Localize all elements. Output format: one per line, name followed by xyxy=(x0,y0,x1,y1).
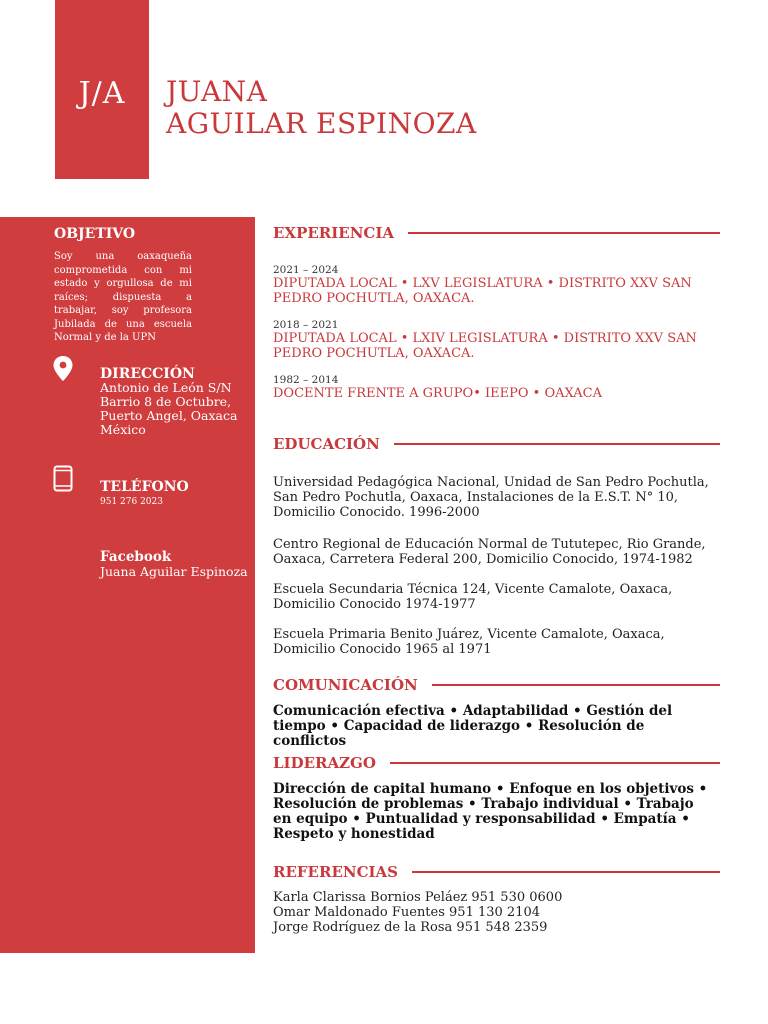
experience-role: DIPUTADA LOCAL • LXV LEGISLATURA • DISTRITO XXV SAN PEDRO POCHUTLA, OAXACA. xyxy=(273,276,692,306)
facebook-title: Facebook xyxy=(100,549,172,565)
section-divider xyxy=(394,443,720,445)
references-title: REFERENCIAS xyxy=(273,863,399,881)
facebook-name: Juana Aguilar Espinoza xyxy=(100,564,248,579)
experience-role: DIPUTADA LOCAL • LXIV LEGISLATURA • DISTRITO XXV SAN PEDRO POCHUTLA, OAXACA. xyxy=(273,331,697,361)
education-title: EDUCACIÓN xyxy=(273,435,380,453)
phone-title: TELÉFONO xyxy=(100,479,189,495)
experience-dates: 1982 – 2014 xyxy=(273,374,339,386)
education-item: Escuela Primaria Benito Juárez, Vicente Camalote, Oaxaca, Domicilio Conocido 1965 al 1971 xyxy=(273,627,665,657)
address-line-4: México xyxy=(100,422,146,437)
leadership-skills: Dirección de capital humano • Enfoque en los objetivos • Resolución de problemas • Trabajo individual • Trabajo en equipo • Puntualidad y responsabilidad • Empatía • Respeto y honestidad xyxy=(273,781,708,842)
leadership-heading xyxy=(273,754,720,772)
reference-item: Jorge Rodríguez de la Rosa 951 548 2359 xyxy=(273,920,548,935)
references-heading xyxy=(273,863,720,881)
communication-skills: Comunicación efectiva • Adaptabilidad • Gestión del tiempo • Capacidad de liderazgo • Resolución de conflictos xyxy=(273,703,673,749)
experience-dates: 2018 – 2021 xyxy=(273,319,339,331)
education-item: Centro Regional de Educación Normal de Tututepec, Rio Grande, Oaxaca, Carretera Federal 200, Domicilio Conocido, 1974-1982 xyxy=(273,537,706,567)
communication-title: COMUNICACIÓN xyxy=(273,676,418,694)
experience-role: DOCENTE FRENTE A GRUPO• IEEPO • OAXACA xyxy=(273,386,603,401)
full-name xyxy=(166,76,477,140)
communication-heading xyxy=(273,676,720,694)
name-line-1: JUANA xyxy=(166,75,268,108)
address-line-1: Antonio de León S/N xyxy=(100,380,232,395)
location-pin-icon xyxy=(53,356,73,385)
address-line-3: Puerto Angel, Oaxaca xyxy=(100,408,238,423)
experience-heading xyxy=(273,224,720,242)
phone-number: 951 276 2023 xyxy=(100,497,163,507)
monogram: J/A xyxy=(78,76,126,111)
section-divider xyxy=(390,762,720,764)
phone-icon xyxy=(53,465,73,496)
education-item: Escuela Secundaria Técnica 124, Vicente Camalote, Oaxaca, Domicilio Conocido 1974-1977 xyxy=(273,582,673,612)
education-item: Universidad Pedagógica Nacional, Unidad de San Pedro Pochutla, San Pedro Pochutla, Oaxaca, Instalaciones de la E.S.T. N° 10, Domicilio Conocido. 1996-2000 xyxy=(273,475,709,520)
address-line-2: Barrio 8 de Octubre, xyxy=(100,394,232,409)
reference-item: Omar Maldonado Fuentes 951 130 2104 xyxy=(273,905,541,920)
leadership-title: LIDERAZGO xyxy=(273,754,376,772)
reference-item: Karla Clarissa Bornios Peláez 951 530 0600 xyxy=(273,890,563,905)
section-divider xyxy=(412,871,720,873)
address-title: DIRECCIÓN xyxy=(100,366,195,382)
experience-dates: 2021 – 2024 xyxy=(273,264,339,276)
sidebar xyxy=(0,217,255,953)
experience-title: EXPERIENCIA xyxy=(273,224,395,242)
section-divider xyxy=(408,232,720,234)
objective-title: OBJETIVO xyxy=(54,226,136,242)
education-heading xyxy=(273,435,720,453)
monogram-block xyxy=(55,0,149,179)
section-divider xyxy=(432,684,720,686)
name-line-2: AGUILAR ESPINOZA xyxy=(166,107,477,140)
objective-text: Soy una oaxaqueña comprometida con mi estado y orgullosa de mi raíces; dispuesta a trabajar, soy profesora Jubilada de una escuela Normal y de la UPN xyxy=(54,251,192,343)
